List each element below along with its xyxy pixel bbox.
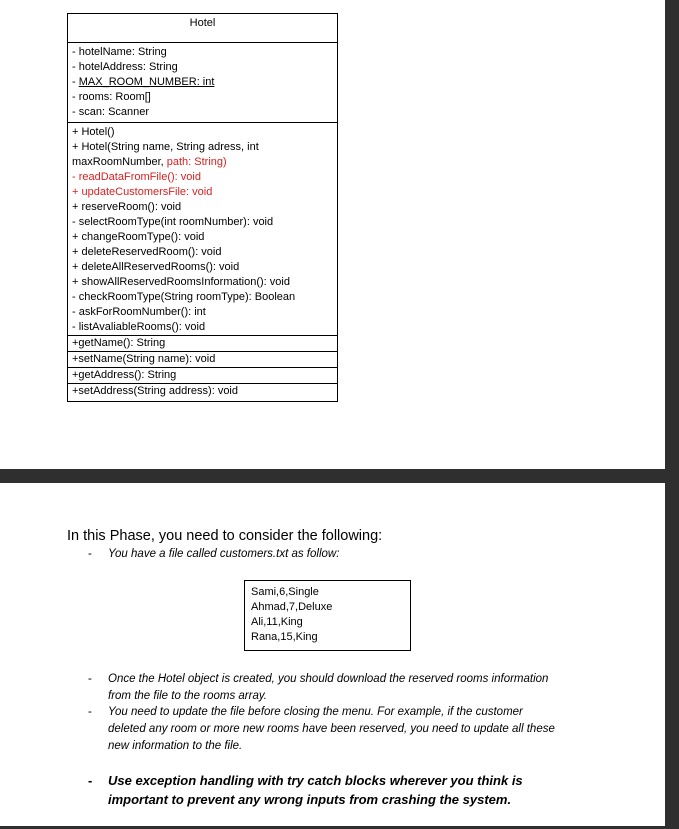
uml-class-name: Hotel [68,14,337,43]
bullet-text: deleted any room or more new rooms have been reserved, you need to update all these [108,723,555,735]
bullet-text: Once the Hotel object is created, you should download the reserved rooms information [108,673,549,685]
uml-method: + Hotel(String name, String adress, int [72,141,259,153]
bullet-text: You have a file called customers.txt as follow: [108,548,340,560]
bullet-dash: - [88,548,92,560]
uml-method-highlight: - readDataFromFile(): void [72,171,201,183]
bullet-text: Use exception handling with try catch blocks wherever you think is [108,773,523,788]
uml-method: - checkRoomType(String roomType): Boolean [72,291,296,303]
static-attribute: MAX_ROOM_NUMBER: int [78,76,215,88]
bullet-text: important to prevent any wrong inputs from crashing the system. [108,792,512,807]
uml-method: - askForRoomNumber(): int [72,306,206,318]
bullet-load-data [88,671,548,705]
bullet-text: from the file to the rooms array. [108,690,267,702]
uml-method-part-highlight: path: String) [166,156,227,168]
uml-method: + deleteAllReservedRooms(): void [72,261,240,273]
uml-attribute [72,75,337,90]
uml-method: + reserveRoom(): void [72,201,182,213]
uml-attribute: - hotelName: String [72,46,167,58]
uml-method: + showAllReservedRoomsInformation(): void [72,276,290,288]
bullet-dash: - [88,773,93,788]
attribute-dash: - [72,76,79,88]
uml-attribute: - scan: Scanner [72,106,150,118]
uml-method: +getName(): String [68,335,337,351]
uml-method: +setName(String name): void [68,351,337,367]
uml-method: + changeRoomType(): void [72,231,205,243]
uml-method [72,155,337,170]
uml-attribute: - hotelAddress: String [72,61,178,73]
bullet-text: new information to the file. [108,740,243,752]
uml-class-diagram [67,13,338,402]
uml-method: - listAvaliableRooms(): void [72,321,206,333]
uml-attributes [68,43,337,123]
uml-method: + Hotel() [72,126,115,138]
uml-method-highlight: + updateCustomersFile: void [72,186,213,198]
uml-method: +getAddress(): String [68,367,337,383]
file-line: Rana,15,King [251,631,318,643]
bullet-dash: - [88,673,92,685]
uml-method-part: maxRoomNumber, [72,156,167,168]
bullet-exception-handling [88,771,523,809]
uml-method: +setAddress(String address): void [68,383,337,399]
bullet-text: You need to update the file before closing the menu. For example, if the customer [108,706,523,718]
uml-method: - selectRoomType(int roomNumber): void [72,216,274,228]
file-line: Ahmad,7,Deluxe [251,601,333,613]
page-separator [0,469,679,483]
bullet-customers-file [88,546,339,563]
bullet-update-file [88,704,555,755]
uml-attribute: - rooms: Room[] [72,91,151,103]
page-edge-right [665,0,679,829]
customers-file-contents [244,580,411,651]
bullet-dash: - [88,706,92,718]
file-line: Sami,6,Single [251,586,319,598]
uml-method: + deleteReservedRoom(): void [72,246,222,258]
file-line: Ali,11,King [251,616,303,628]
phase-heading: In this Phase, you need to consider the following: [67,528,383,544]
uml-methods [68,123,337,401]
